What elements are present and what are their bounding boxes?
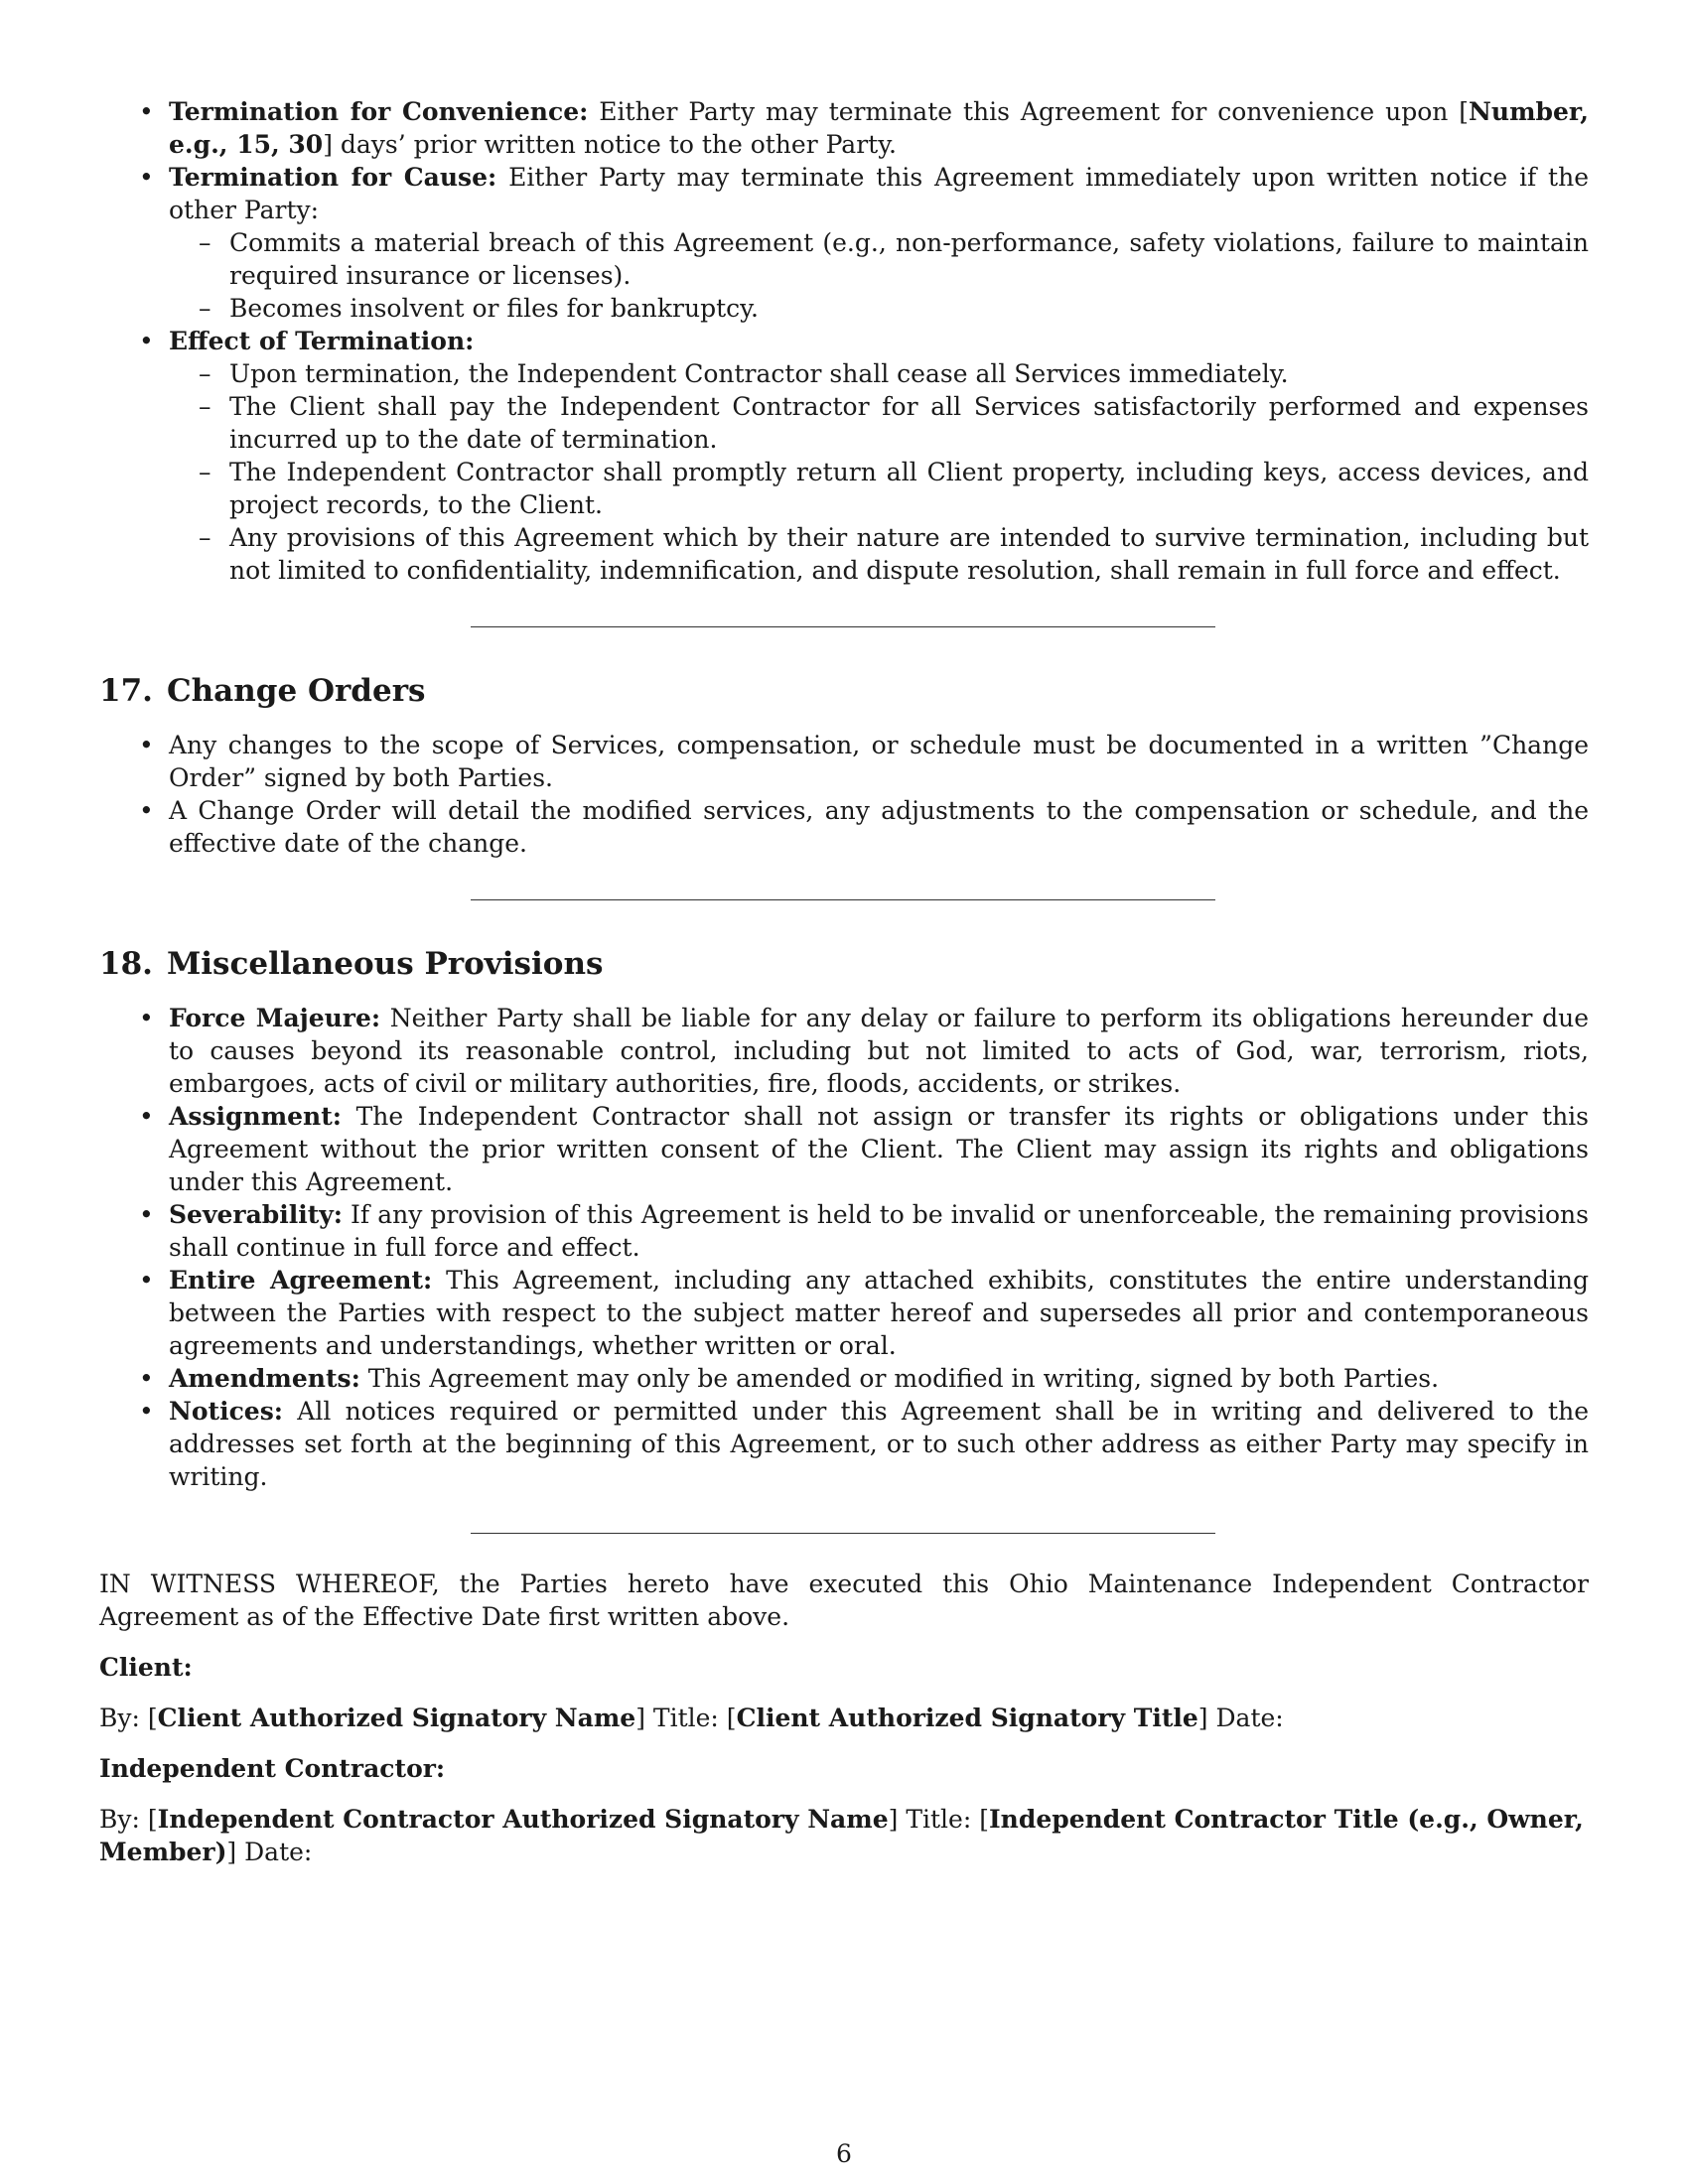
item-label: Effect of Termination:	[169, 327, 475, 355]
sub-list-item: – Becomes insolvent or files for bankruptcy.	[169, 292, 1589, 325]
item-label: Termination for Convenience:	[169, 97, 589, 126]
list-item: • Termination for Convenience: Either Party may terminate this Agreement for convenience upon [Number, e.g., 15, 30] days’ prior written notice to the other Party.	[99, 95, 1589, 161]
section-heading-18: 18. Miscellaneous Provisions	[99, 946, 604, 982]
item-label: Force Majeure:	[169, 1004, 381, 1032]
list-item: • Termination for Cause: Either Party may terminate this Agreement immediately upon written notice if the other Party: – Commits a material breach of this Agreement (e.g., non-performance, safety violations, failure to maintain required insurance or licenses). – Becomes insolvent or files for bankruptcy.	[99, 161, 1589, 325]
section-divider	[471, 1533, 1215, 1534]
page-number: 6	[836, 2139, 852, 2168]
sub-list-item: – The Client shall pay the Independent Contractor for all Services satisfactorily performed and expenses incurred up to the date of termination.	[169, 390, 1589, 456]
item-label: Severability:	[169, 1200, 344, 1229]
item-label: Entire Agreement:	[169, 1266, 433, 1295]
client-sig-line: By: [Client Authorized Signatory Name] Title: [Client Authorized Signatory Title] Date:	[99, 1704, 1284, 1732]
list-item: • Force Majeure: Neither Party shall be liable for any delay or failure to perform its obligations hereunder due to causes beyond its reasonable control, including but not limited to acts of God, war, terrorism, riots, embargoes, acts of civil or military authorities, fire, floods, accidents, or strikes.	[99, 1002, 1589, 1100]
item-label: Assignment:	[169, 1102, 343, 1131]
change-orders-list	[99, 729, 1589, 860]
termination-list	[99, 95, 1589, 587]
list-item: • Notices: All notices required or permitted under this Agreement shall be in writing and delivered to the addresses set forth at the beginning of this Agreement, or to such other address as either Party may specify in writing.	[99, 1395, 1589, 1493]
item-label: Termination for Cause:	[169, 163, 497, 192]
contractor-sig-line: By: [Independent Contractor Authorized Signatory Name] Title: [Independent Contractor Title (e.g., Owner, Member)] Date:	[99, 1805, 1584, 1866]
document-page	[99, 95, 1589, 1868]
contractor-sig-heading: Independent Contractor:	[99, 1754, 446, 1783]
misc-provisions-list	[99, 1002, 1589, 1493]
section-divider	[471, 626, 1215, 627]
witness-paragraph: IN WITNESS WHEREOF, the Parties hereto have executed this Ohio Maintenance Independent Contractor Agreement as of the Effective Date first written above.	[99, 1570, 1589, 1631]
list-item: • Amendments: This Agreement may only be amended or modified in writing, signed by both Parties.	[99, 1362, 1589, 1395]
list-item: • Entire Agreement: This Agreement, including any attached exhibits, constitutes the entire understanding between the Parties with respect to the subject matter hereof and supersedes all prior and contemporaneous agreements and understandings, whether written or oral.	[99, 1264, 1589, 1362]
sub-list	[169, 226, 1589, 325]
section-heading-17: 17. Change Orders	[99, 673, 426, 709]
sub-list	[169, 357, 1589, 587]
item-label: Amendments:	[169, 1364, 360, 1393]
sub-list-item: – Any provisions of this Agreement which by their nature are intended to survive termination, including but not limited to confidentiality, indemnification, and dispute resolution, shall remain in full force and effect.	[169, 521, 1589, 587]
list-item: • Severability: If any provision of this Agreement is held to be invalid or unenforceable, the remaining provisions shall continue in full force and effect.	[99, 1198, 1589, 1264]
list-item: • A Change Order will detail the modified services, any adjustments to the compensation or schedule, and the effective date of the change.	[99, 794, 1589, 860]
sub-list-item: – The Independent Contractor shall promptly return all Client property, including keys, access devices, and project records, to the Client.	[169, 456, 1589, 521]
list-item: • Assignment: The Independent Contractor shall not assign or transfer its rights or obligations under this Agreement without the prior written consent of the Client. The Client may assign its rights and obligations under this Agreement.	[99, 1100, 1589, 1198]
list-item	[99, 325, 1589, 587]
sub-list-item: – Upon termination, the Independent Contractor shall cease all Services immediately.	[169, 357, 1589, 390]
list-item: • Any changes to the scope of Services, compensation, or schedule must be documented in a written ”Change Order” signed by both Parties.	[99, 729, 1589, 794]
item-label: Notices:	[169, 1397, 284, 1426]
sub-list-item: – Commits a material breach of this Agreement (e.g., non-performance, safety violations, failure to maintain required insurance or licenses).	[169, 226, 1589, 292]
client-sig-heading: Client:	[99, 1653, 193, 1682]
section-divider	[471, 899, 1215, 900]
